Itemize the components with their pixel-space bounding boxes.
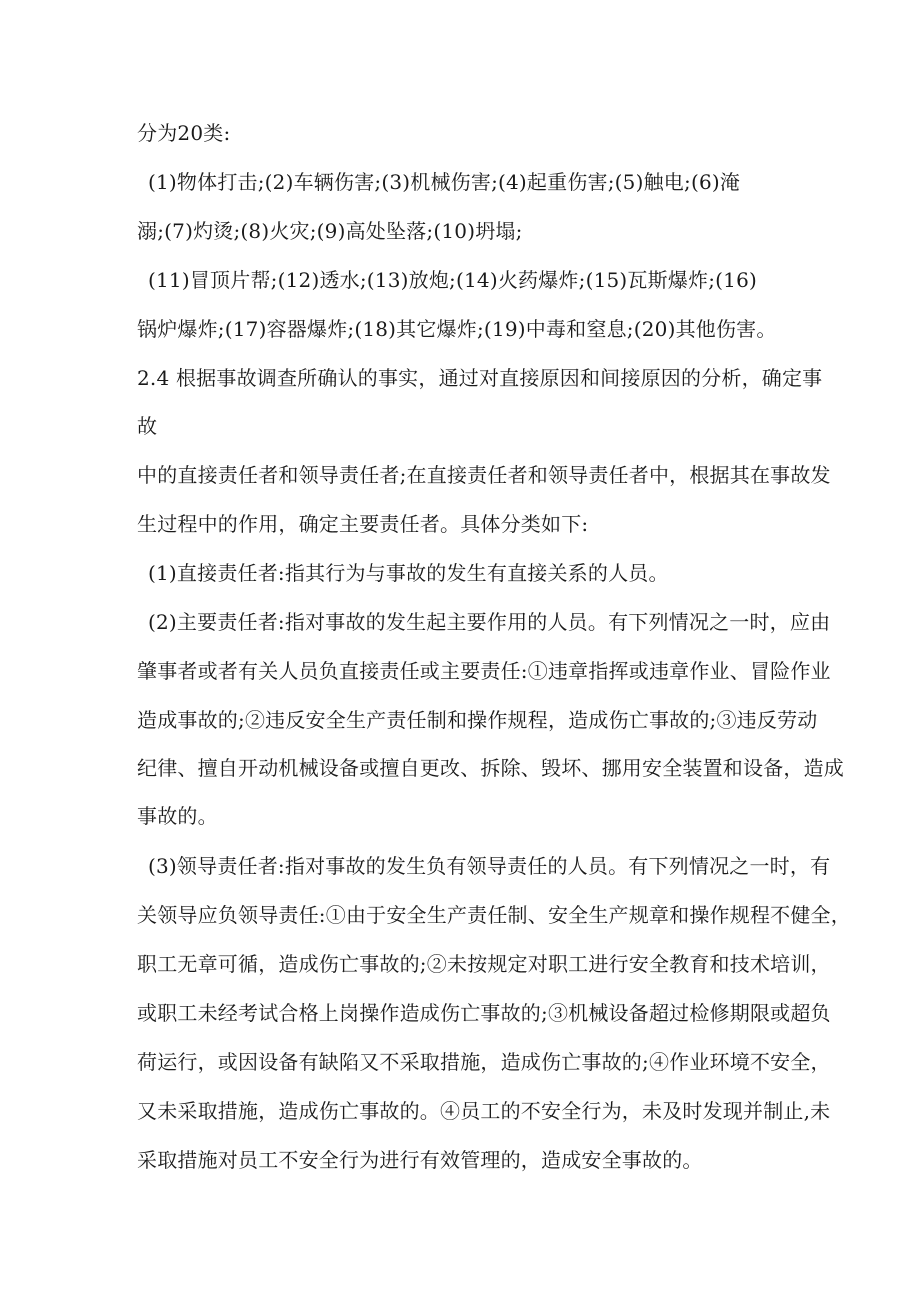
- text-line-main-responsible-1: (2)主要责任者:指对事故的发生起主要作用的人员。有下列情况之一时，应由: [148, 610, 831, 634]
- text-line-leader-responsible-1: (3)领导责任者:指对事故的发生负有领导责任的人员。有下列情况之一时，有: [148, 854, 831, 878]
- text-line-main-responsible-5: 事故的。: [137, 804, 218, 828]
- text-line-leader-responsible-5: 荷运行，或因设备有缺陷又不采取措施，造成伤亡事故的;④作业环境不安全，: [137, 1050, 831, 1074]
- text-line-categories-3: (11)冒顶片帮;(12)透水;(13)放炮;(14)火药爆炸;(15)瓦斯爆炸;(16): [148, 268, 758, 292]
- text-line-leader-responsible-3: 职工无章可循，造成伤亡事故的;②未按规定对职工进行安全教育和技术培训，: [137, 952, 831, 976]
- text-line-section-2-4: 2.4 根据事故调查所确认的事实，通过对直接原因和间接原因的分析，确定事: [137, 366, 823, 390]
- text-line-direct-responsible: (1)直接责任者:指其行为与事故的发生有直接关系的人员。: [148, 561, 669, 585]
- text-line-main-responsible-4: 纪律、擅自开动机械设备或擅自更改、拆除、毁坏、挪用安全装置和设备，造成: [137, 756, 844, 780]
- text-line-categories-4: 锅炉爆炸;(17)容器爆炸;(18)其它爆炸;(19)中毒和窒息;(20)其他伤害。: [137, 317, 777, 341]
- text-line-leader-responsible-2: 关领导应负领导责任:①由于安全生产责任制、安全生产规章和操作规程不健全，: [137, 903, 851, 927]
- text-line-categories-2: 溺;(7)灼烫;(8)火灾;(9)高处坠落;(10)坍塌;: [137, 219, 523, 243]
- text-line-responsibility-1: 中的直接责任者和领导责任者;在直接责任者和领导责任者中，根据其在事故发: [137, 463, 831, 487]
- text-line-section-2-4-cont: 故: [137, 414, 158, 438]
- text-line-categories-1: (1)物体打击;(2)车辆伤害;(3)机械伤害;(4)起重伤害;(5)触电;(6)淹: [148, 170, 741, 194]
- text-line-category-intro: 分为20类:: [137, 121, 231, 145]
- text-line-leader-responsible-7: 采取措施对员工不安全行为进行有效管理的，造成安全事故的。: [137, 1148, 703, 1172]
- text-line-responsibility-2: 生过程中的作用，确定主要责任者。具体分类如下:: [137, 512, 589, 536]
- text-line-leader-responsible-6: 又未采取措施，造成伤亡事故的。④员工的不安全行为，未及时发现并制止,未: [137, 1099, 831, 1123]
- text-line-leader-responsible-4: 或职工未经考试合格上岗操作造成伤亡事故的;③机械设备超过检修期限或超负: [137, 1001, 831, 1025]
- text-line-main-responsible-3: 造成事故的;②违反安全生产责任制和操作规程，造成伤亡事故的;③违反劳动: [137, 708, 818, 732]
- text-line-main-responsible-2: 肇事者或者有关人员负直接责任或主要责任:①违章指挥或违章作业、冒险作业: [137, 659, 831, 683]
